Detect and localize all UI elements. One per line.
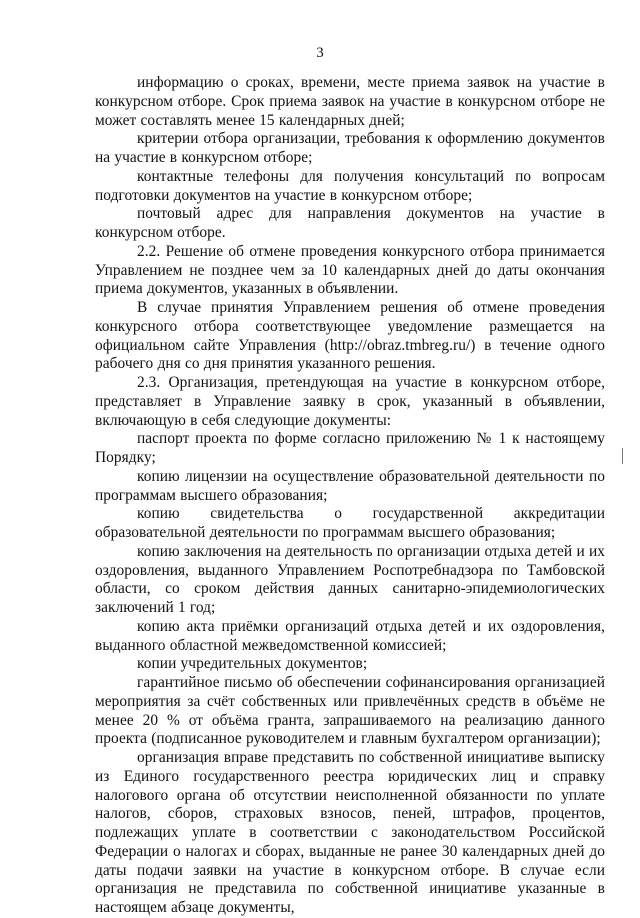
paragraph-cancellation-decision: 2.2. Решение об отмене проведения конкурсного отбора принимается Управлением не позднее чем за 10 календарных дней до даты окончания приема документов, указанных в объявлении. — [95, 242, 605, 298]
paragraph-acceptance-act: копию акта приёмки организаций отдыха детей и их оздоровления, выданного областной межведомственной комиссией; — [95, 617, 605, 654]
paragraph-founding-documents: копии учредительных документов; — [137, 655, 368, 673]
paragraph-guarantee-letter: гарантийное письмо об обеспечении софинансирования организацией мероприятия за счёт собственных или привлечённых средств в объёме не менее 20 % от объёма гранта, запрашиваемого на реализацию данного проекта (подписанное руководителем и главным бухгалтером организации); — [95, 674, 605, 748]
paragraph-license-copy: копию лицензии на осуществление образовательной деятельности по программам высшего образования; — [95, 467, 605, 504]
paragraph-accreditation-copy: копию свидетельства о государственной аккредитации образовательной деятельности по программам высшего образования; — [95, 505, 605, 541]
paragraph-application-documents: 2.3. Организация, претендующая на участие в конкурсном отборе, представляет в Управление заявку в срок, указанный в объявлении, включающую в себя следующие документы: — [95, 374, 605, 429]
paragraph-sanitary-conclusion: копию заключения на деятельность по организации отдыха детей и их оздоровления, выданного Управлением Роспотребнадзора по Тамбовской области, со сроком действия данных санитарно-эпидемиологических заключений 1 год; — [95, 542, 605, 616]
paragraph-project-passport: паспорт проекта по форме согласно приложению № 1 к настоящему Порядку; — [95, 430, 605, 466]
paragraph-application-deadline: информацию о сроках, времени, месте приема заявок на участие в конкурсном отборе. Срок приема заявок на участие в конкурсном отборе не может составлять менее 15 календарных дней; — [95, 74, 605, 129]
scan-artifact-line — [622, 448, 623, 464]
paragraph-postal-address: почтовый адрес для направления документов на участие в конкурсном отборе. — [95, 205, 605, 241]
paragraph-selection-criteria: критерии отбора организации, требования к оформлению документов на участие в конкурсном отборе; — [95, 130, 605, 166]
paragraph-contact-phones: контактные телефоны для получения консультаций по вопросам подготовки документов на участие в конкурсном отборе; — [95, 167, 605, 204]
paragraph-cancellation-notice: В случае принятия Управлением решения об отмене проведения конкурсного отбора соответствующее уведомление размещается на официальном сайте Управления (http://obraz.tmbreg.ru/) в течение одного рабочего дня со дня принятия указанного решения. — [95, 299, 605, 373]
document-body — [95, 74, 605, 918]
page-number: 3 — [316, 45, 324, 61]
paragraph-optional-extracts: организация вправе представить по собственной инициативе выписку из Единого государственного реестра юридических лиц и справку налогового органа об отсутствии неисполненной обязанности по уплате налогов, сборов, страховых взносов, пеней, штрафов, процентов, подлежащих уплате в соответствии с законодательством Российской Федерации о налогах и сборах, выданные не ранее 30 календарных дней до даты подачи заявки на участие в конкурсном отборе. В случае если организация не представила по собственной инициативе указанные в настоящем абзаце документы, — [95, 749, 605, 916]
